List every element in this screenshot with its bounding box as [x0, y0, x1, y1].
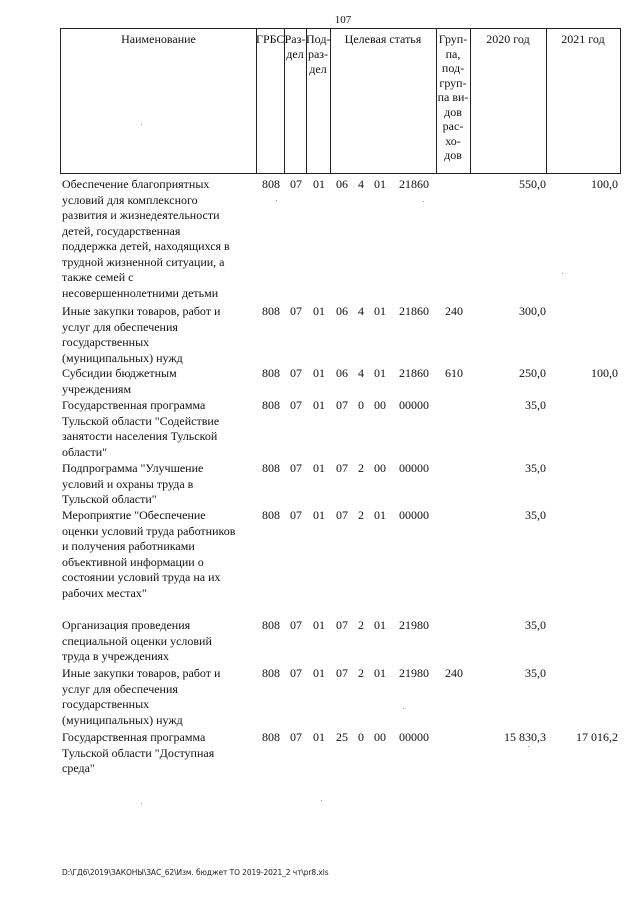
row-podrazdel: 01 — [313, 304, 325, 318]
header-target: Целевая статья — [344, 32, 422, 46]
row-razdel: 07 — [290, 398, 302, 412]
row-target-program: 06 — [336, 366, 348, 380]
header-target-cell — [330, 28, 437, 174]
header-razdel: Раз- дел — [284, 32, 306, 61]
row-name: Иные закупки товаров, работ и услуг для обеспечения государственных (муниципальных) нужд — [62, 304, 221, 365]
row-razdel: 07 — [290, 366, 302, 380]
row-target-subprogram: 4 — [358, 304, 364, 318]
row-target-program: 06 — [336, 304, 348, 318]
header-podrazdel: Под- раз- дел — [306, 32, 331, 76]
row-target-subprogram: 4 — [358, 177, 364, 191]
row-razdel: 07 — [290, 461, 302, 475]
row-2020: 15 830,3 — [504, 730, 546, 744]
row-podrazdel: 01 — [313, 730, 325, 744]
row-target-program: 07 — [336, 666, 348, 680]
row-target-event: 01 — [374, 366, 386, 380]
row-podrazdel: 01 — [313, 618, 325, 632]
scan-speck — [528, 746, 529, 747]
row-target-direction: 21860 — [399, 366, 429, 380]
scan-speck — [141, 124, 142, 125]
scan-speck — [562, 273, 563, 274]
row-name: Организация проведения специальной оценки условий труда в учреждениях — [62, 618, 212, 663]
row-podrazdel: 01 — [313, 366, 325, 380]
row-target-program: 07 — [336, 618, 348, 632]
scan-speck — [321, 800, 322, 801]
row-grbs: 808 — [262, 618, 280, 632]
scan-speck — [423, 201, 424, 202]
row-target-event: 01 — [374, 666, 386, 680]
header-grbs-cell — [256, 28, 285, 174]
row-2021: 17 016,2 — [576, 730, 618, 744]
row-2020: 250,0 — [519, 366, 546, 380]
row-2020: 35,0 — [525, 618, 546, 632]
row-target-subprogram: 2 — [358, 666, 364, 680]
row-2020: 300,0 — [519, 304, 546, 318]
row-name: Иные закупки товаров, работ и услуг для обеспечения государственных (муниципальных) нужд — [62, 666, 221, 727]
row-2020: 35,0 — [525, 398, 546, 412]
row-vid: 240 — [445, 304, 463, 318]
row-name: Подпрограмма "Улучшение условий и охраны труда в Тульской области" — [62, 461, 204, 506]
row-grbs: 808 — [262, 177, 280, 191]
row-target-subprogram: 0 — [358, 730, 364, 744]
row-target-direction: 21860 — [399, 304, 429, 318]
row-grbs: 808 — [262, 461, 280, 475]
row-name: Обеспечение благоприятных условий для комплексного развития и жизнедеятельности детей, государственная поддержка детей, находящихся в трудной жизненной ситуации, а также семей с несовершеннолетними детьми — [62, 177, 230, 300]
row-razdel: 07 — [290, 508, 302, 522]
row-podrazdel: 01 — [313, 177, 325, 191]
row-target-subprogram: 2 — [358, 618, 364, 632]
header-name: Наименование — [121, 32, 196, 46]
header-grbs: ГРБС — [256, 32, 285, 46]
row-podrazdel: 01 — [313, 398, 325, 412]
row-grbs: 808 — [262, 730, 280, 744]
header-razdel-cell — [284, 28, 307, 174]
scan-speck — [276, 200, 277, 201]
row-razdel: 07 — [290, 304, 302, 318]
row-2021: 100,0 — [591, 366, 618, 380]
header-vid-cell — [436, 28, 471, 174]
row-target-direction: 00000 — [399, 461, 429, 475]
row-target-program: 07 — [336, 508, 348, 522]
row-target-event: 00 — [374, 398, 386, 412]
row-vid: 610 — [445, 366, 463, 380]
row-razdel: 07 — [290, 666, 302, 680]
row-grbs: 808 — [262, 666, 280, 680]
row-name: Государственная программа Тульской области "Содействие занятости населения Тульской области" — [62, 398, 220, 459]
row-target-subprogram: 2 — [358, 461, 364, 475]
row-vid: 240 — [445, 666, 463, 680]
header-podrazdel-cell — [306, 28, 331, 174]
header-2021: 2021 год — [561, 32, 605, 46]
row-name: Мероприятие "Обеспечение оценки условий труда работников и получения работниками объективной информации о состоянии условий труда на их рабочих местах" — [62, 508, 236, 600]
row-target-event: 01 — [374, 508, 386, 522]
row-target-event: 01 — [374, 304, 386, 318]
header-name-cell — [60, 28, 257, 174]
row-name: Государственная программа Тульской области "Доступная среда" — [62, 730, 215, 775]
row-name: Субсидии бюджетным учреждениям — [62, 366, 177, 396]
row-target-program: 06 — [336, 177, 348, 191]
row-2021: 100,0 — [591, 177, 618, 191]
row-target-direction: 00000 — [399, 398, 429, 412]
header-vid: Груп- па, под- груп- па ви- дов рас- хо- дов — [437, 32, 469, 162]
page-number: 107 — [334, 14, 352, 26]
header-2020: 2020 год — [486, 32, 530, 46]
row-target-program: 07 — [336, 398, 348, 412]
row-grbs: 808 — [262, 398, 280, 412]
row-razdel: 07 — [290, 177, 302, 191]
row-target-event: 00 — [374, 730, 386, 744]
row-podrazdel: 01 — [313, 508, 325, 522]
row-grbs: 808 — [262, 508, 280, 522]
row-target-direction: 21980 — [399, 666, 429, 680]
row-2020: 35,0 — [525, 508, 546, 522]
row-target-subprogram: 2 — [358, 508, 364, 522]
row-podrazdel: 01 — [313, 461, 325, 475]
row-grbs: 808 — [262, 304, 280, 318]
scan-speck — [403, 708, 404, 709]
row-2020: 35,0 — [525, 461, 546, 475]
row-grbs: 808 — [262, 366, 280, 380]
row-razdel: 07 — [290, 618, 302, 632]
row-target-program: 07 — [336, 461, 348, 475]
row-target-direction: 21980 — [399, 618, 429, 632]
row-target-event: 01 — [374, 177, 386, 191]
scan-speck — [141, 803, 142, 804]
row-target-event: 01 — [374, 618, 386, 632]
row-target-direction: 00000 — [399, 508, 429, 522]
row-razdel: 07 — [290, 730, 302, 744]
row-target-direction: 00000 — [399, 730, 429, 744]
row-target-direction: 21860 — [399, 177, 429, 191]
row-target-subprogram: 4 — [358, 366, 364, 380]
row-podrazdel: 01 — [313, 666, 325, 680]
header-2021-cell — [546, 28, 621, 174]
row-target-subprogram: 0 — [358, 398, 364, 412]
row-2020: 35,0 — [525, 666, 546, 680]
header-2020-cell — [470, 28, 547, 174]
row-2020: 550,0 — [519, 177, 546, 191]
file-path-footer: D:\ГД6\2019\ЗАКОНЫ\ЗАС_62\Изм. бюджет ТО 2019-2021_2 чт\pr8.xls — [62, 868, 329, 877]
row-target-event: 00 — [374, 461, 386, 475]
row-target-program: 25 — [336, 730, 348, 744]
